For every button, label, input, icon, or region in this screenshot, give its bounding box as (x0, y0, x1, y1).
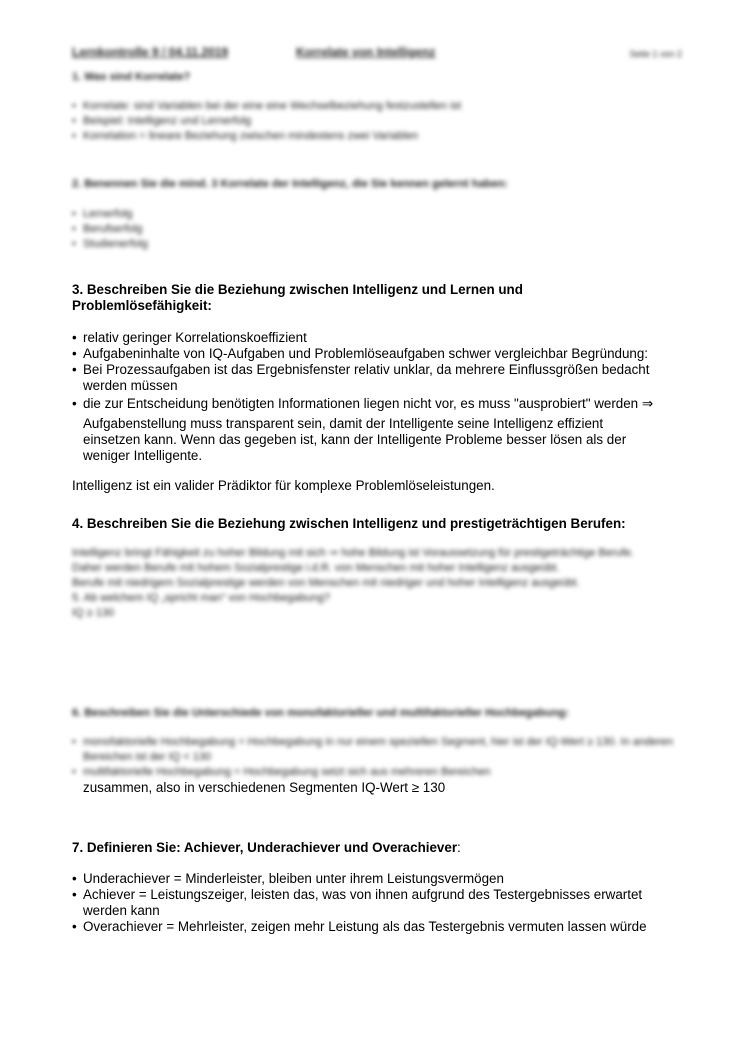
question-6 (72, 706, 682, 796)
list-item: • Lernerfolg (72, 207, 682, 222)
question-3 (72, 282, 682, 494)
question-7-list (72, 871, 682, 935)
question-7-heading (72, 840, 682, 856)
list-item: • Overachiever = Mehrleister, zeigen mehr Leistung als das Testergebnis vermuten lassen würde (72, 919, 682, 935)
question-6-title: 6. Beschreiben Sie die Unterschiede von monofaktorieller und multifaktorieller Hochbegabung: (72, 707, 569, 719)
question-3-continuation: Aufgabenstellung muss transparent sein, damit der Intelligente seine Intelligenz effizient einsetzen kann. Wenn das gegeben ist, kann der Intelligente Probleme besser lösen als der weniger Intelligente. (83, 416, 627, 463)
question-3-title: 3. Beschreiben Sie die Beziehung zwischen Intelligenz und Lernen und Problemlösefähigkeit: (72, 282, 523, 313)
question-6-continuation: zusammen, also in verschiedenen Segmenten IQ-Wert ≥ 130 (83, 780, 446, 795)
question-4 (72, 516, 682, 621)
header-topic: Korrelate von Intelligenz (296, 45, 436, 59)
answer-line: 5. Ab welchem IQ „spricht man“ von Hochbegabung? (72, 592, 331, 604)
question-6-list (72, 735, 682, 780)
answer-line: Berufe mit niedrigem Sozialprestige werden von Menschen mit niedriger und hoher Intelligenz ausgeübt. (72, 577, 580, 589)
question-4-body (72, 546, 642, 621)
answer-line: Daher werden Berufe mit hohem Sozialprestige i.d.R. von Menschen mit hoher Intelligenz ausgeübt. (72, 562, 560, 574)
question-4-title: 4. Beschreiben Sie die Beziehung zwischen Intelligenz und prestigeträchtigen Berufen: (72, 516, 626, 531)
list-item: • Achiever = Leistungszeiger, leisten das, was von ihnen aufgrund des Testergebnisses erwartet werden kann (72, 887, 681, 919)
answer-line: Intelligenz bringt Fähigkeit zu hoher Bildung mit sich ⇒ hohe Bildung ist Voraussetzung für prestigeträchtige Berufe. (72, 547, 634, 559)
list-item: • relativ geringer Korrelationskoeffizient (72, 330, 682, 346)
list-item: • Korrelate: sind Variablen bei der eine eine Wechselbeziehung festzustellen ist (72, 99, 682, 114)
question-2 (72, 177, 682, 252)
question-2-title: 2. Benennen Sie die mind. 3 Korrelate der Intelligenz, die Sie kennen gelernt haben: (72, 178, 508, 190)
list-item: • Aufgabeninhalte von IQ-Aufgaben und Problemlöseaufgaben schwer vergleichbar Begründung: (72, 346, 682, 362)
question-1-title: 1. Was sind Korrelate? (72, 71, 191, 83)
question-3-conclusion: Intelligenz ist ein valider Prädiktor für komplexe Problemlöseleistungen. (72, 478, 495, 493)
answer-line: IQ ≥ 130 (72, 607, 115, 619)
header-lesson: Lernkontrolle 9 / 04.11.2019 (72, 45, 229, 59)
question-3-list (72, 330, 682, 412)
list-item: • monofaktorielle Hochbegabung = Hochbegabung in nur einem speziellen Segment, hier ist der IQ-Wert ≥ 130. In anderen Bereichen ist der IQ < 130 (72, 735, 682, 765)
list-item: • Bei Prozessaufgaben ist das Ergebnisfenster relativ unklar, da mehrere Einflussgrößen bedacht werden müssen (72, 362, 682, 394)
list-item: • Underachiever = Minderleister, bleiben unter ihrem Leistungsvermögen (72, 871, 682, 887)
list-item: • Beispiel: Intelligenz und Lernerfolg (72, 114, 682, 129)
question-7-title: 7. Definieren Sie: Achiever, Underachiever und Overachiever (72, 840, 458, 855)
list-item: • Korrelation = lineare Beziehung zwischen mindestens zwei Variablen (72, 129, 682, 144)
question-7 (72, 840, 682, 935)
list-item: • Berufserfolg (72, 222, 682, 237)
question-7-title-suffix: : (457, 840, 461, 855)
question-2-list (72, 207, 682, 252)
list-item: • die zur Entscheidung benötigten Informationen liegen nicht vor, es muss "ausprobiert" werden ⇒ (72, 396, 682, 412)
list-item: • multifaktorielle Hochbegabung = Hochbegabung setzt sich aus mehreren Bereichen (72, 765, 682, 780)
header-page-number: Seite 1 von 2 (629, 49, 682, 59)
question-1 (72, 70, 682, 144)
list-item: • Studienerfolg (72, 237, 682, 252)
question-1-list (72, 99, 682, 144)
